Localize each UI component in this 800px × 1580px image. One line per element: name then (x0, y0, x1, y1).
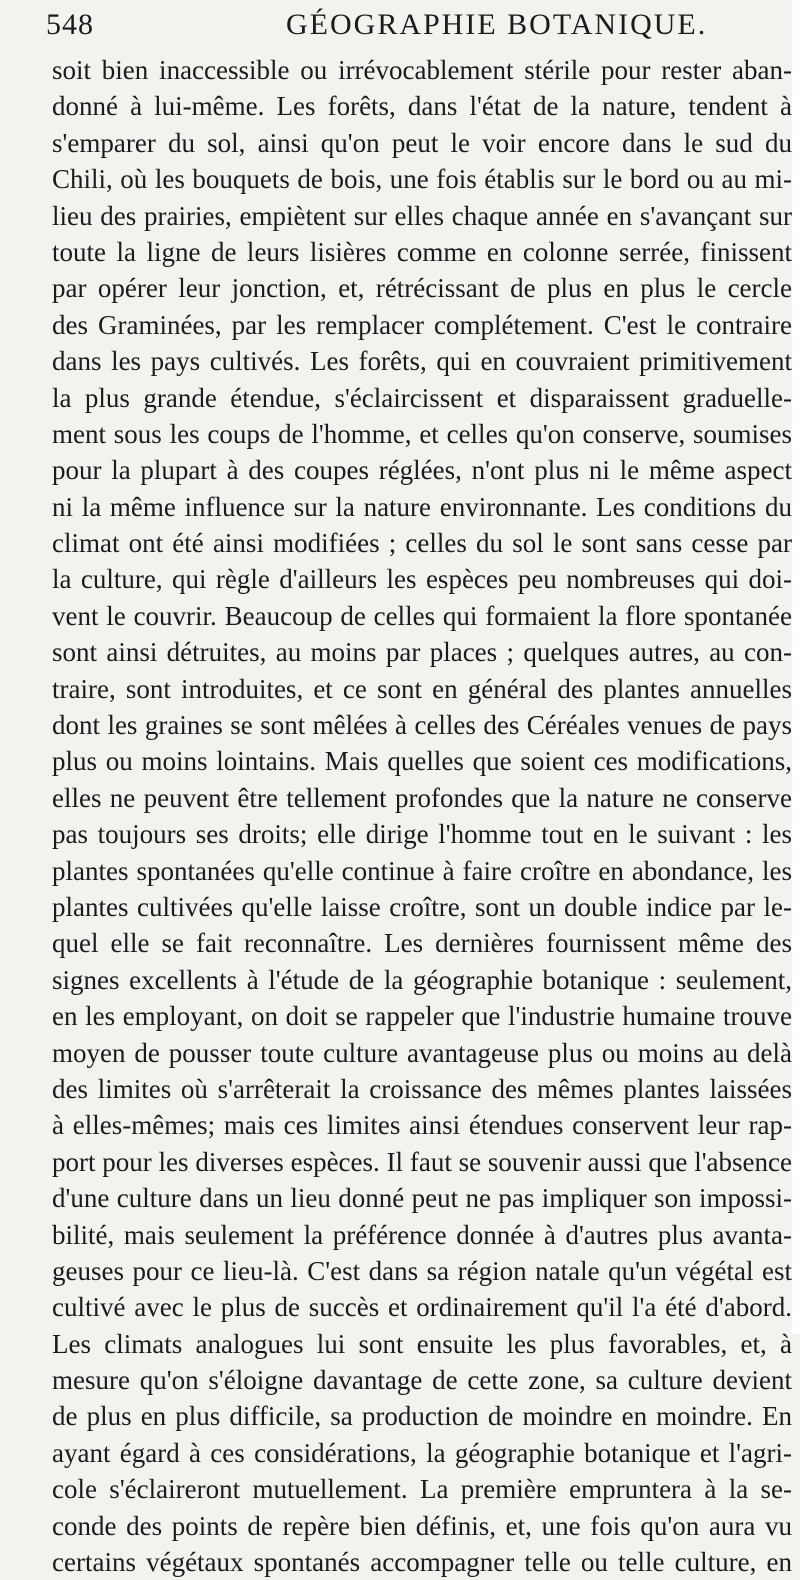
text-line: climat ont été ainsi modifiées ; celles du sol le sont sans cesse par (52, 528, 792, 559)
text-line: ni la même influence sur la nature environnante. Les conditions du (52, 491, 792, 522)
text-line: plus ou moins lointains. Mais quelles que soient ces modifications, (52, 746, 792, 777)
text-line: mesure qu'on s'éloigne davantage de cette zone, sa culture devient (52, 1365, 792, 1396)
text-line: geuses pour ce lieu-là. C'est dans sa région natale qu'un végétal est (52, 1255, 792, 1286)
text-line: dans les pays cultivés. Les forêts, qui en couvraient primitivement (52, 346, 792, 377)
page-number: 548 (46, 8, 94, 41)
text-line: lieu des prairies, empiètent sur elles chaque année en s'avançant sur (52, 200, 792, 231)
text-line: s'emparer du sol, ainsi qu'on peut le voir encore dans le sud du (52, 127, 792, 158)
text-line: plantes spontanées qu'elle continue à faire croître en abondance, les (52, 855, 792, 886)
running-title: GÉOGRAPHIE BOTANIQUE. (286, 8, 708, 41)
text-line: cole s'éclaireront mutuellement. La première empruntera à la se- (52, 1474, 792, 1505)
page-edge (792, 0, 800, 1334)
text-line: plantes cultivées qu'elle laisse croître, sont un double indice par le- (52, 891, 792, 922)
body-text (52, 52, 792, 1580)
text-line: dont les graines se sont mêlées à celles des Céréales venues de pays (52, 710, 792, 741)
text-line: de plus en plus difficile, sa production de moindre en moindre. En (52, 1401, 792, 1432)
text-line: à elles-mêmes; mais ces limites ainsi étendues conservent leur rap- (52, 1110, 792, 1141)
text-line: donné à lui-même. Les forêts, dans l'état de la nature, tendent à (52, 91, 792, 122)
text-line: ment sous les coups de l'homme, et celles qu'on conserve, soumises (52, 418, 792, 449)
text-line: la culture, qui règle d'ailleurs les espèces peu nombreuses qui doi- (52, 564, 792, 595)
text-line: bilité, mais seulement la préférence donnée à d'autres plus avanta- (52, 1219, 792, 1250)
text-line: soit bien inaccessible ou irrévocablement stérile pour rester aban- (52, 55, 792, 85)
text-line: des limites où s'arrêterait la croissance des mêmes plantes laissées (52, 1073, 792, 1104)
text-line: pas toujours ses droits; elle dirige l'homme tout en le suivant : les (52, 819, 792, 850)
text-line: port pour les diverses espèces. Il faut se souvenir aussi que l'absence (52, 1146, 792, 1177)
text-line: vent le couvrir. Beaucoup de celles qui formaient la flore spontanée (52, 600, 792, 631)
text-line: quel elle se fait reconnaître. Les dernières fournissent même des (52, 928, 792, 959)
text-line: sont ainsi détruites, au moins par places ; quelques autres, au con- (52, 637, 792, 668)
text-line: la plus grande étendue, s'éclaircissent et disparaissent graduelle- (52, 382, 792, 413)
text-line: moyen de pousser toute culture avantageuse plus ou moins au delà (52, 1037, 792, 1068)
text-line: des Graminées, par les remplacer complétement. C'est le contraire (52, 309, 792, 340)
text-line: Les climats analogues lui sont ensuite les plus favorables, et, à (52, 1328, 792, 1359)
text-line: elles ne peuvent être tellement profondes que la nature ne conserve (52, 782, 792, 813)
text-line: traire, sont introduites, et ce sont en général des plantes annuelles (52, 673, 792, 704)
text-line: Chili, où les bouquets de bois, une fois établis sur le bord ou au mi- (52, 164, 792, 195)
text-line: d'une culture dans un lieu donné peut ne pas impliquer son impossi- (52, 1183, 792, 1214)
text-line: conde des points de repère bien définis, et, une fois qu'on aura vu (52, 1510, 792, 1541)
text-line: signes excellents à l'étude de la géographie botanique : seulement, (52, 964, 792, 995)
text-line: cultivé avec le plus de succès et ordinairement qu'il l'a été d'abord. (52, 1292, 792, 1323)
text-line: en les employant, on doit se rappeler que l'industrie humaine trouve (52, 1001, 792, 1032)
running-head (46, 8, 786, 48)
text-line: certains végétaux spontanés accompagner telle ou telle culture, en (52, 1547, 792, 1578)
text-line: par opérer leur jonction, et, rétrécissant de plus en plus le cercle (52, 273, 792, 304)
text-line: toute la ligne de leurs lisières comme en colonne serrée, finissent (52, 236, 792, 267)
text-line: ayant égard à ces considérations, la géographie botanique et l'agri- (52, 1437, 792, 1468)
text-line: pour la plupart à des coupes réglées, n'ont plus ni le même aspect (52, 455, 792, 486)
